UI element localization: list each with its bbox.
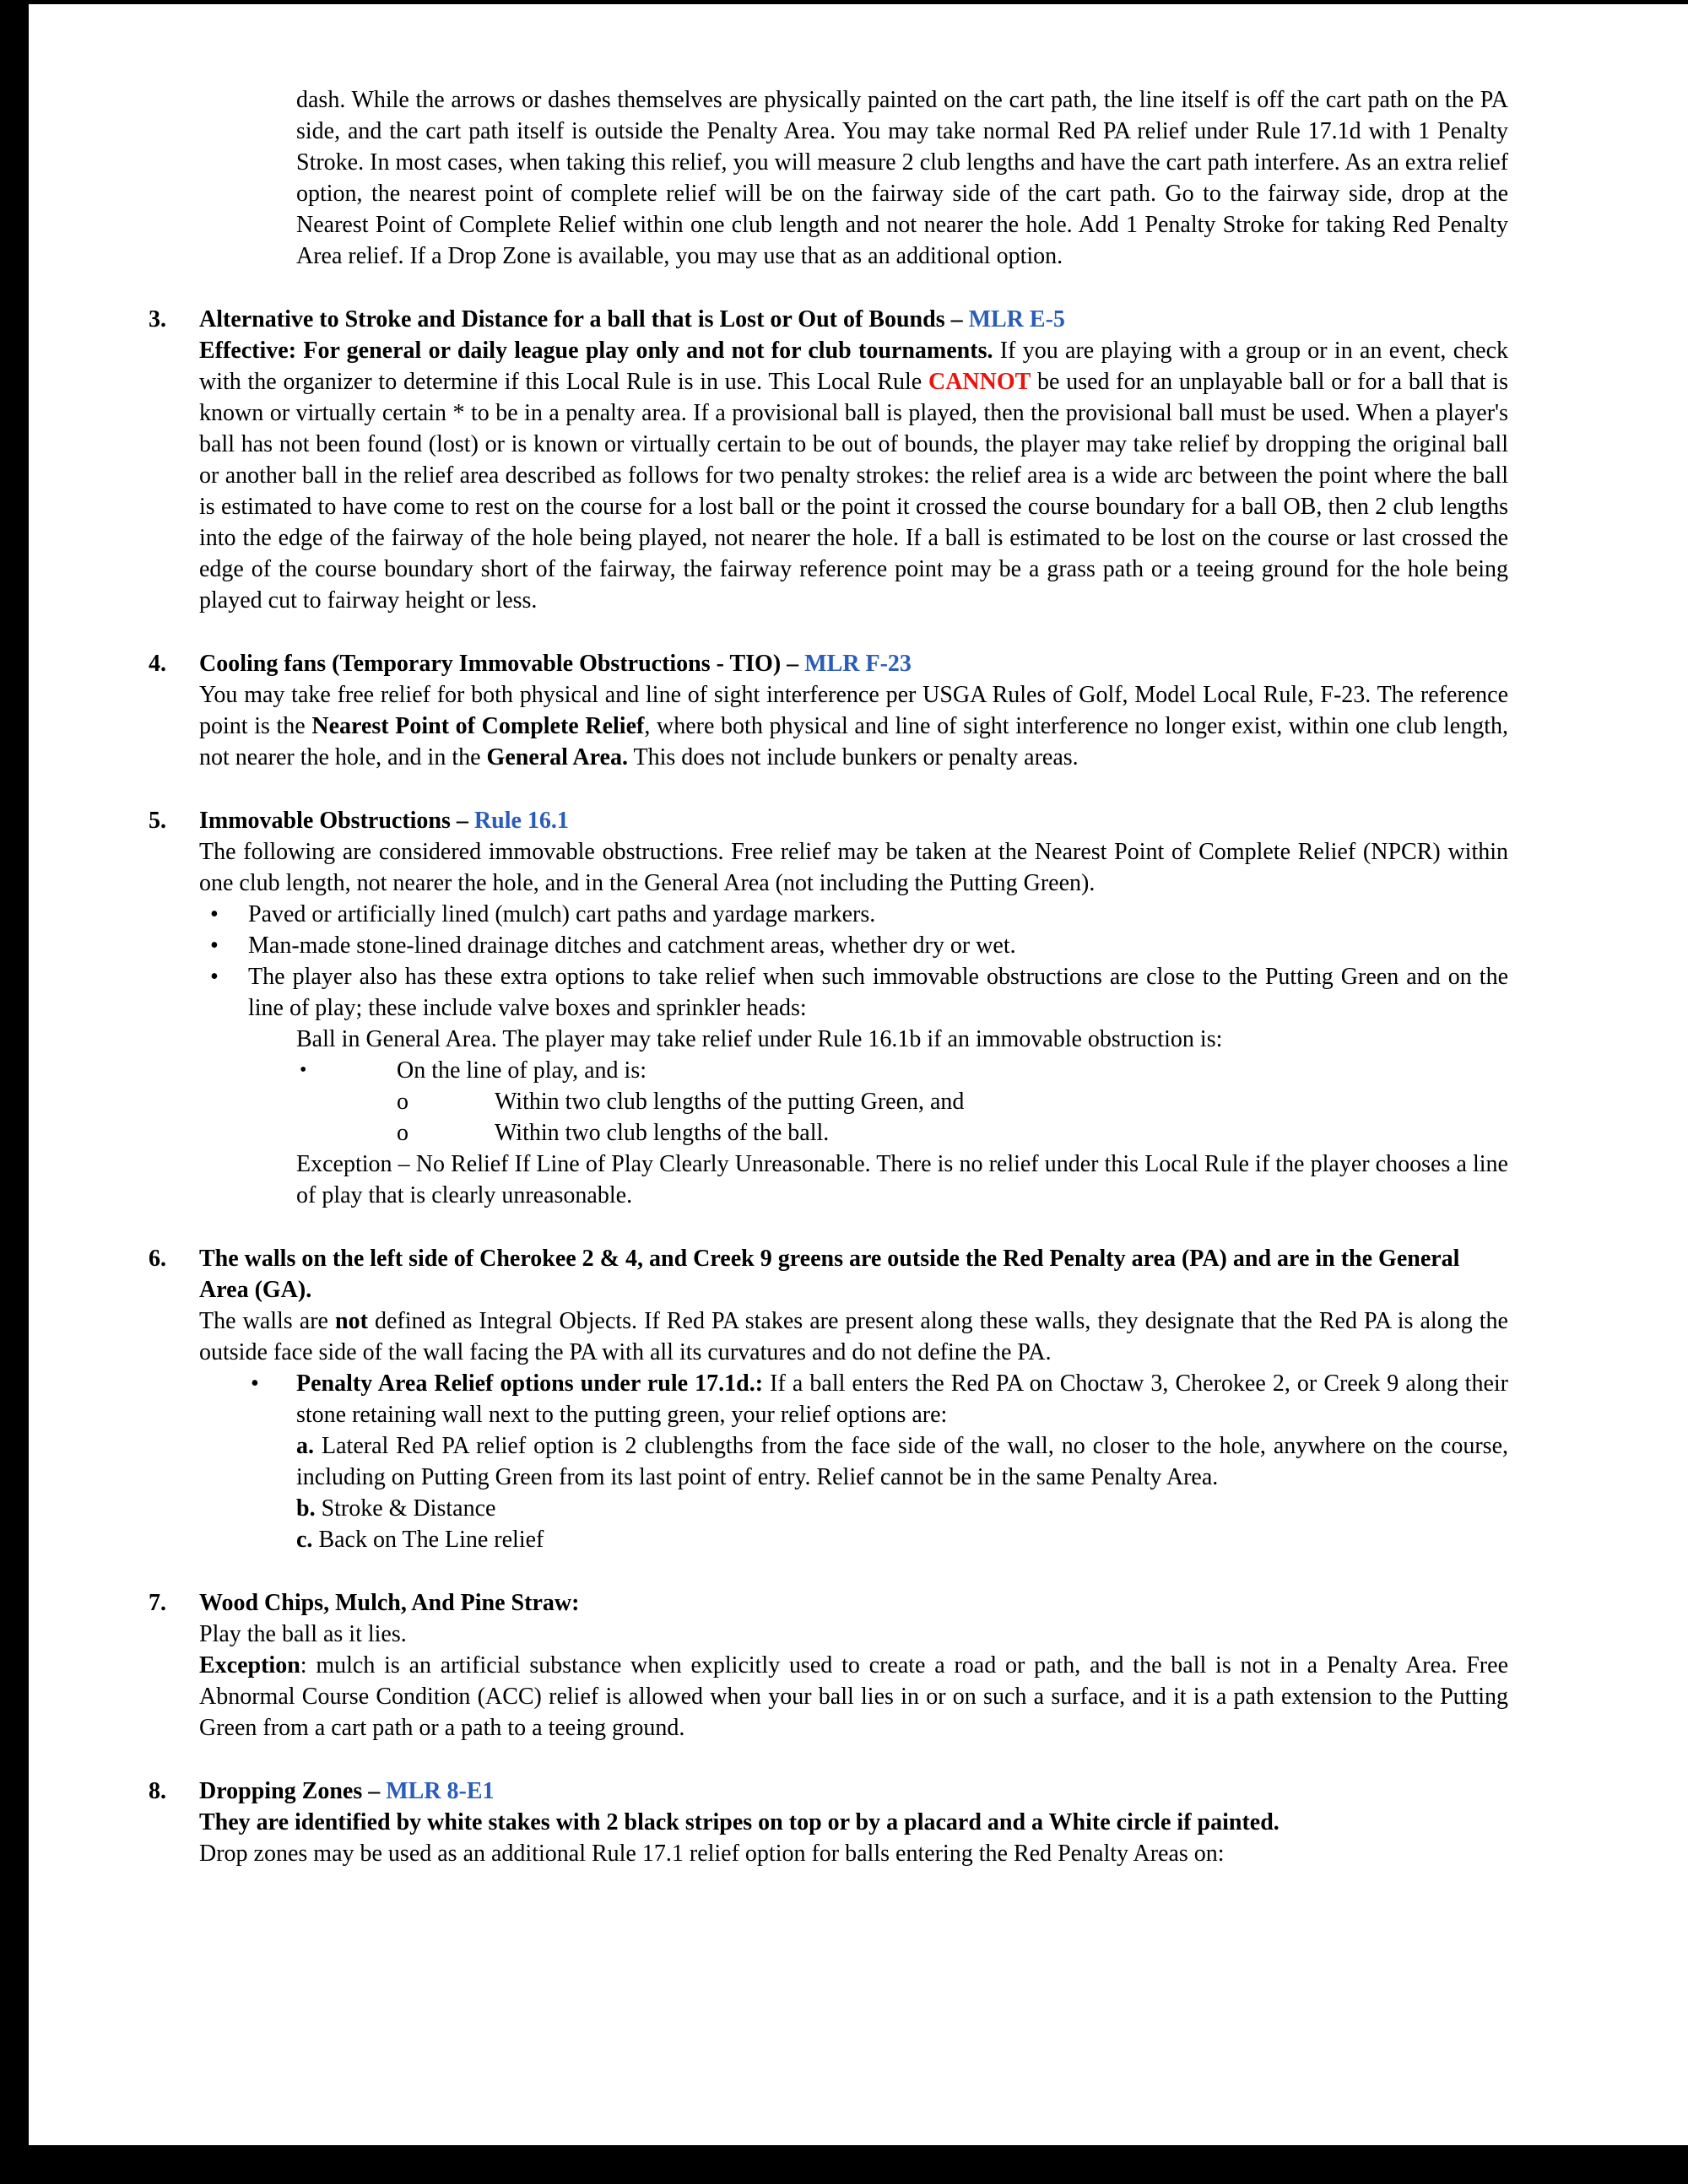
text-run: be used for an unplayable ball or for a ball that is known or virtually certain * to be in a penalty area. If a provisional ball is played, then the provisional ball must be used. When a player's ball has not been found (lost) or is known or virtually certain to be out of bounds, the player may take relief by dropping the original ball or another ball in the relief area described as follows for two penalty strokes: the relief area is a wide arc between the point where the ball is estimated to have come to rest on the course for a lost ball or the point it crossed the course boundary for a ball OB, then 2 club lengths into the edge of the fairway of the hole being played, not nearer the hole. If a ball is estimated to be lost on the course or last crossed the edge of the course boundary short of the fairway, the fairway reference point may be a grass path or a teeing ground for the hole being played cut to fairway height or less. bbox=[199, 369, 1508, 614]
paragraph bbox=[296, 1430, 1508, 1493]
section-number: 4. bbox=[149, 651, 166, 677]
paragraph bbox=[199, 1838, 1508, 1869]
text-run: Stroke & Distance bbox=[315, 1495, 496, 1522]
text-run: Paved or artificially lined (mulch) cart paths and yardage markers. bbox=[248, 901, 876, 927]
paragraph bbox=[199, 1807, 1508, 1838]
paragraph bbox=[210, 930, 1508, 961]
bullet-marker: • bbox=[210, 933, 219, 959]
section-number: 6. bbox=[149, 1246, 166, 1272]
bullet-marker: • bbox=[210, 964, 219, 990]
text-run: Effective: For general or daily league play only and not for club tournaments. bbox=[199, 338, 993, 364]
text-run: General Area. bbox=[486, 744, 628, 770]
section-number: 5. bbox=[149, 808, 166, 834]
section-number: 8. bbox=[149, 1778, 166, 1804]
paragraph bbox=[296, 1493, 1508, 1524]
paragraph bbox=[199, 1306, 1508, 1368]
text-run: – bbox=[944, 306, 969, 332]
bullet-marker: o bbox=[397, 1089, 408, 1115]
paragraph bbox=[199, 335, 1508, 616]
paragraph bbox=[296, 1024, 1508, 1055]
paragraph bbox=[296, 84, 1508, 272]
text-run: Immovable Obstructions bbox=[199, 808, 451, 834]
text-run: , where both physical and line of sight interference no longer exist, within one club length, not nearer the hole, and in the bbox=[199, 713, 1508, 770]
text-run: The walls on the left side of Cherokee 2 & 4, and Creek 9 greens are outside the Red Penalty area (PA) and are in the General Area (GA). bbox=[199, 1246, 1460, 1303]
text-run: Penalty Area Relief options under rule 17.1d.: bbox=[296, 1370, 764, 1397]
text-run: b. bbox=[296, 1495, 316, 1522]
text-run: dash. While the arrows or dashes themselves are physically painted on the cart path, the line itself is off the cart path on the PA side, and the cart path itself is outside the Penalty Area. You may take normal Red PA relief under Rule 17.1d with 1 Penalty Stroke. In most cases, when taking this relief, you will measure 2 club lengths and have the cart path interfere. As an extra relief option, the nearest point of complete relief will be on the fairway side of the cart path. Go to the fairway side, drop at the Nearest Point of Complete Relief within one club length and not nearer the hole. Add 1 Penalty Stroke for taking Red Penalty Area relief. If a Drop Zone is available, you may use that as an additional option. bbox=[296, 87, 1508, 269]
text-run: – bbox=[450, 808, 474, 834]
text-run: : mulch is an artificial substance when explicitly used to create a road or path, and the ball is not in a Penalty Area. Free Abnormal Course Condition (ACC) relief is allowed when your ball lies in or on such a surface, and it is a path extension to the Putting Green from a cart path or a path to a teeing ground. bbox=[199, 1652, 1508, 1741]
paragraph bbox=[210, 961, 1508, 1024]
text-run: The following are considered immovable obstructions. Free relief may be taken at the Nearest Point of Complete Relief (NPCR) within one club length, not nearer the hole, and in the General Area (not including the Putting Green). bbox=[199, 839, 1508, 896]
section bbox=[149, 648, 1508, 773]
paragraph bbox=[199, 836, 1508, 899]
section-heading bbox=[149, 648, 1508, 679]
bullet-marker: o bbox=[397, 1120, 408, 1146]
text-run: Lateral Red PA relief option is 2 clublengths from the face side of the wall, no closer to the hole, anywhere on the course, including on Putting Green from its last point of entry. Relief cannot be in the same Penalty Area. bbox=[296, 1433, 1508, 1490]
text-run: This does not include bunkers or penalty areas. bbox=[628, 744, 1079, 770]
text-run: Dropping Zones bbox=[199, 1778, 363, 1804]
paragraph bbox=[199, 679, 1508, 773]
section bbox=[149, 1243, 1508, 1555]
text-run: – bbox=[362, 1778, 387, 1804]
text-run: The walls are bbox=[199, 1308, 336, 1334]
page-edge-left bbox=[0, 0, 29, 2184]
section-heading bbox=[149, 805, 1508, 836]
section bbox=[149, 1776, 1508, 1869]
section bbox=[149, 805, 1508, 1211]
text-run: Within two club lengths of the putting Green, and bbox=[495, 1089, 965, 1115]
text-run: Within two club lengths of the ball. bbox=[495, 1120, 830, 1146]
text-run: c. bbox=[296, 1527, 313, 1553]
text-run: Alternative to Stroke and Distance for a ball that is Lost or Out of Bounds bbox=[199, 306, 945, 332]
section bbox=[199, 84, 1508, 272]
rule-link[interactable]: MLR F-23 bbox=[804, 651, 912, 677]
text-run: Man-made stone-lined drainage ditches and catchment areas, whether dry or wet. bbox=[248, 933, 1016, 959]
text-run: Drop zones may be used as an additional Rule 17.1 relief option for balls entering the Red Penalty Areas on: bbox=[199, 1841, 1225, 1867]
text-run: a. bbox=[296, 1433, 314, 1459]
text-run: On the line of play, and is: bbox=[397, 1057, 647, 1084]
text-run: Exception – No Relief If Line of Play Clearly Unreasonable. There is no relief under this Local Rule if the player chooses a line of play that is clearly unreasonable. bbox=[296, 1151, 1508, 1208]
document-page bbox=[149, 84, 1508, 1869]
paragraph bbox=[296, 1149, 1508, 1211]
bullet-marker: • bbox=[300, 1059, 307, 1081]
section-heading bbox=[149, 304, 1508, 335]
paragraph bbox=[199, 1650, 1508, 1743]
rule-link[interactable]: MLR 8-E1 bbox=[386, 1778, 495, 1804]
text-run: – bbox=[781, 651, 805, 677]
text-run: The player also has these extra options to take relief when such immovable obstructions are close to the Putting Green and on the line of play; these include valve boxes and sprinkler heads: bbox=[248, 964, 1508, 1021]
paragraph bbox=[251, 1368, 1508, 1430]
text-run: They are identified by white stakes with 2 black stripes on top or by a placard and a White circle if painted. bbox=[199, 1809, 1280, 1835]
section-heading bbox=[149, 1776, 1508, 1807]
paragraph bbox=[296, 1524, 1508, 1555]
section bbox=[149, 304, 1508, 616]
section-heading bbox=[149, 1243, 1508, 1306]
text-run: Nearest Point of Complete Relief bbox=[311, 713, 645, 739]
bullet-marker: • bbox=[210, 901, 219, 927]
paragraph bbox=[397, 1117, 1508, 1149]
text-run: not bbox=[335, 1308, 368, 1334]
text-run: If you are playing with a group or in an event, check with the organizer to determine if this Local Rule is in use. This Local Rule bbox=[199, 338, 1508, 395]
text-run: Ball in General Area. The player may take relief under Rule 16.1b if an immovable obstruction is: bbox=[296, 1026, 1223, 1052]
text-run: Play the ball as it lies. bbox=[199, 1621, 407, 1647]
text-run: You may take free relief for both physical and line of sight interference per USGA Rules of Golf, Model Local Rule, F-23. The reference point is the bbox=[199, 682, 1508, 739]
paragraph bbox=[199, 1619, 1508, 1650]
section-heading bbox=[149, 1587, 1508, 1619]
paragraph bbox=[300, 1055, 1508, 1086]
text-run: defined as Integral Objects. If Red PA stakes are present along these walls, they designate that the Red PA is along the outside face side of the wall facing the PA with all its curvatures and do not define the PA. bbox=[199, 1308, 1508, 1365]
paragraph bbox=[210, 899, 1508, 930]
text-run: Back on The Line relief bbox=[312, 1527, 544, 1553]
text-run: Cooling fans (Temporary Immovable Obstructions - TIO) bbox=[199, 651, 782, 677]
text-run: CANNOT bbox=[928, 369, 1031, 395]
section-number: 3. bbox=[149, 306, 166, 332]
text-run: Exception bbox=[199, 1652, 300, 1679]
rule-link[interactable]: Rule 16.1 bbox=[473, 808, 569, 834]
page-edge-top bbox=[0, 0, 1688, 4]
rule-link[interactable]: MLR E-5 bbox=[968, 306, 1065, 332]
section-number: 7. bbox=[149, 1590, 166, 1616]
section bbox=[149, 1587, 1508, 1743]
page-edge-bottom bbox=[0, 2145, 1688, 2184]
text-run: Wood Chips, Mulch, And Pine Straw: bbox=[199, 1590, 580, 1616]
text-run: If a ball enters the Red PA on Choctaw 3, Cherokee 2, or Creek 9 along their stone retaining wall next to the putting green, your relief options are: bbox=[296, 1370, 1508, 1428]
bullet-marker: • bbox=[251, 1370, 259, 1397]
paragraph bbox=[397, 1086, 1508, 1117]
